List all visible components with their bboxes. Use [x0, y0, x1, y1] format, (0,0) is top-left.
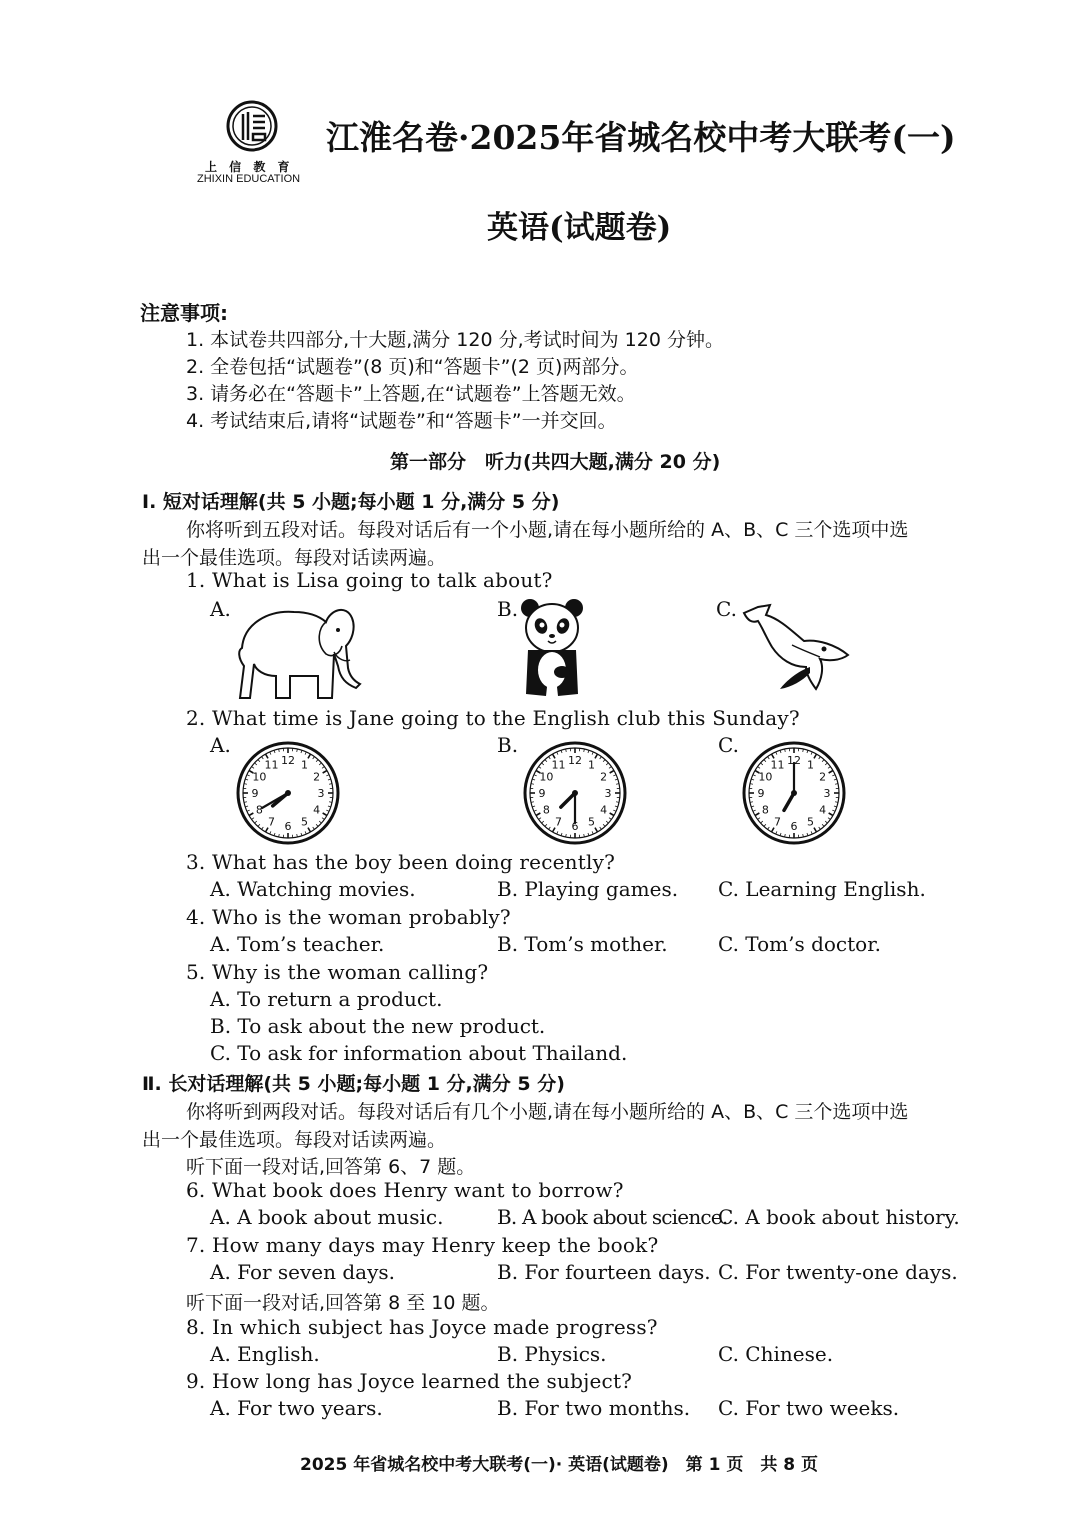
logo-english-text: ZHIXIN EDUCATION [197, 173, 301, 185]
section2-lead-2: 听下面一段对话,回答第 8 至 10 题。 [186, 1292, 500, 1314]
clock-number: 10 [758, 770, 773, 784]
clock-number: 9 [757, 787, 765, 800]
clock-number: 8 [255, 803, 263, 817]
section2-instruction-line2: 出一个最佳选项。每段对话读两遍。 [142, 1129, 447, 1151]
q5-option-b: B. To ask about the new product. [210, 1014, 546, 1038]
page-footer: 2025 年省城名校中考大联考(一)· 英语(试题卷) 第 1 页 共 8 页 [300, 1455, 819, 1475]
clock-number: 7 [555, 815, 562, 829]
logo-emblem-icon [222, 100, 282, 152]
question-3: 3. What has the boy been doing recently? [186, 850, 615, 874]
clock-number: 1 [588, 758, 595, 772]
q6-option-b: B. A book about science. [497, 1205, 728, 1229]
q2-option-c-label: C. [718, 733, 739, 757]
notice-item-3: 3. 请务必在“答题卡”上答题,在“试题卷”上答题无效。 [186, 383, 636, 405]
question-7: 7. How many days may Henry keep the book? [186, 1233, 659, 1257]
clock-number: 4 [600, 803, 608, 817]
q4-option-c: C. Tom’s doctor. [718, 932, 881, 956]
clock-number: 7 [268, 815, 275, 829]
q3-option-c: C. Learning English. [718, 877, 926, 901]
clock-number: 10 [252, 770, 267, 784]
clock-number: 4 [313, 803, 321, 817]
q6-option-c: C. A book about history. [718, 1205, 960, 1229]
clock-number: 2 [313, 770, 321, 784]
q8-option-a: A. English. [210, 1342, 320, 1366]
clock-c-icon [742, 740, 846, 846]
section2-lead-1: 听下面一段对话,回答第 6、7 题。 [186, 1156, 476, 1178]
clock-number: 2 [819, 770, 827, 784]
q5-option-c: C. To ask for information about Thailand. [210, 1041, 628, 1065]
section1-heading: Ⅰ. 短对话理解(共 5 小题;每小题 1 分,满分 5 分) [142, 491, 560, 513]
clock-number: 3 [317, 787, 325, 800]
clock-number: 11 [264, 758, 279, 772]
notice-item-1: 1. 本试卷共四部分,十大题,满分 120 分,考试时间为 120 分钟。 [186, 329, 724, 351]
clock-number: 12 [568, 754, 582, 767]
q8-option-b: B. Physics. [497, 1342, 607, 1366]
q2-option-b-label: B. [497, 733, 519, 757]
clock-number: 12 [281, 754, 295, 767]
clock-number: 8 [542, 803, 550, 817]
clock-number: 7 [774, 815, 781, 829]
clock-b-icon [523, 740, 627, 846]
question-5: 5. Why is the woman calling? [186, 960, 489, 984]
q7-option-a: A. For seven days. [210, 1260, 396, 1284]
clock-number: 12 [787, 754, 801, 767]
dolphin-icon [740, 601, 852, 693]
clock-number: 6 [571, 820, 579, 833]
clock-number: 6 [790, 820, 798, 833]
q1-option-b-label: B. [497, 597, 519, 621]
logo-chinese-text: 上 信 教 育 [205, 160, 294, 174]
clock-number: 1 [807, 758, 814, 772]
clock-number: 5 [807, 815, 814, 829]
exam-subtitle: 英语(试题卷) [487, 210, 672, 246]
clock-number: 9 [251, 787, 259, 800]
clock-number: 4 [819, 803, 827, 817]
notice-item-2: 2. 全卷包括“试题卷”(8 页)和“答题卡”(2 页)两部分。 [186, 356, 639, 378]
clock-number: 6 [284, 820, 292, 833]
question-1: 1. What is Lisa going to talk about? [186, 568, 553, 592]
clock-number: 10 [539, 770, 554, 784]
clock-number: 1 [301, 758, 308, 772]
panda-icon [518, 598, 586, 702]
clock-number: 11 [551, 758, 566, 772]
q2-option-a-label: A. [210, 733, 231, 757]
section2-heading: Ⅱ. 长对话理解(共 5 小题;每小题 1 分,满分 5 分) [142, 1073, 565, 1095]
clock-number: 8 [761, 803, 769, 817]
q3-option-b: B. Playing games. [497, 877, 679, 901]
clock-number: 5 [588, 815, 595, 829]
clock-center [285, 790, 291, 796]
question-2: 2. What time is Jane going to the English club this Sunday? [186, 706, 800, 730]
q8-option-c: C. Chinese. [718, 1342, 834, 1366]
section2-instruction-line1: 你将听到两段对话。每段对话后有几个小题,请在每小题所给的 A、B、C 三个选项中选 [186, 1101, 909, 1123]
clock-number: 9 [538, 787, 546, 800]
q6-option-a: A. A book about music. [210, 1205, 444, 1229]
q4-option-b: B. Tom’s mother. [497, 932, 668, 956]
clock-number: 3 [604, 787, 612, 800]
notice-item-4: 4. 考试结束后,请将“试题卷”和“答题卡”一并交回。 [186, 410, 617, 432]
q7-option-b: B. For fourteen days. [497, 1260, 711, 1284]
q9-option-b: B. For two months. [497, 1396, 691, 1420]
q9-option-c: C. For two weeks. [718, 1396, 900, 1420]
section1-instruction-line1: 你将听到五段对话。每段对话后有一个小题,请在每小题所给的 A、B、C 三个选项中选 [186, 519, 909, 541]
clock-number: 3 [823, 787, 831, 800]
clock-center [791, 790, 797, 796]
question-9: 9. How long has Joyce learned the subject? [186, 1369, 633, 1393]
q9-option-a: A. For two years. [210, 1396, 383, 1420]
elephant-icon [234, 598, 364, 702]
q5-option-a: A. To return a product. [210, 987, 443, 1011]
q3-option-a: A. Watching movies. [210, 877, 416, 901]
q1-option-c-label: C. [716, 597, 737, 621]
clock-number: 2 [600, 770, 608, 784]
clock-a-icon [236, 740, 340, 846]
section1-instruction-line2: 出一个最佳选项。每段对话读两遍。 [142, 547, 447, 569]
q4-option-a: A. Tom’s teacher. [210, 932, 385, 956]
clock-number: 11 [770, 758, 785, 772]
q7-option-c: C. For twenty-one days. [718, 1260, 958, 1284]
notice-heading: 注意事项: [140, 301, 228, 325]
question-6: 6. What book does Henry want to borrow? [186, 1178, 624, 1202]
clock-center [572, 790, 578, 796]
exam-title: 江淮名卷·2025年省城名校中考大联考(一) [326, 118, 956, 157]
part1-heading: 第一部分 听力(共四大题,满分 20 分) [390, 451, 721, 473]
question-8: 8. In which subject has Joyce made progress? [186, 1315, 658, 1339]
clock-number: 5 [301, 815, 308, 829]
question-4: 4. Who is the woman probably? [186, 905, 511, 929]
q1-option-a-label: A. [210, 597, 231, 621]
